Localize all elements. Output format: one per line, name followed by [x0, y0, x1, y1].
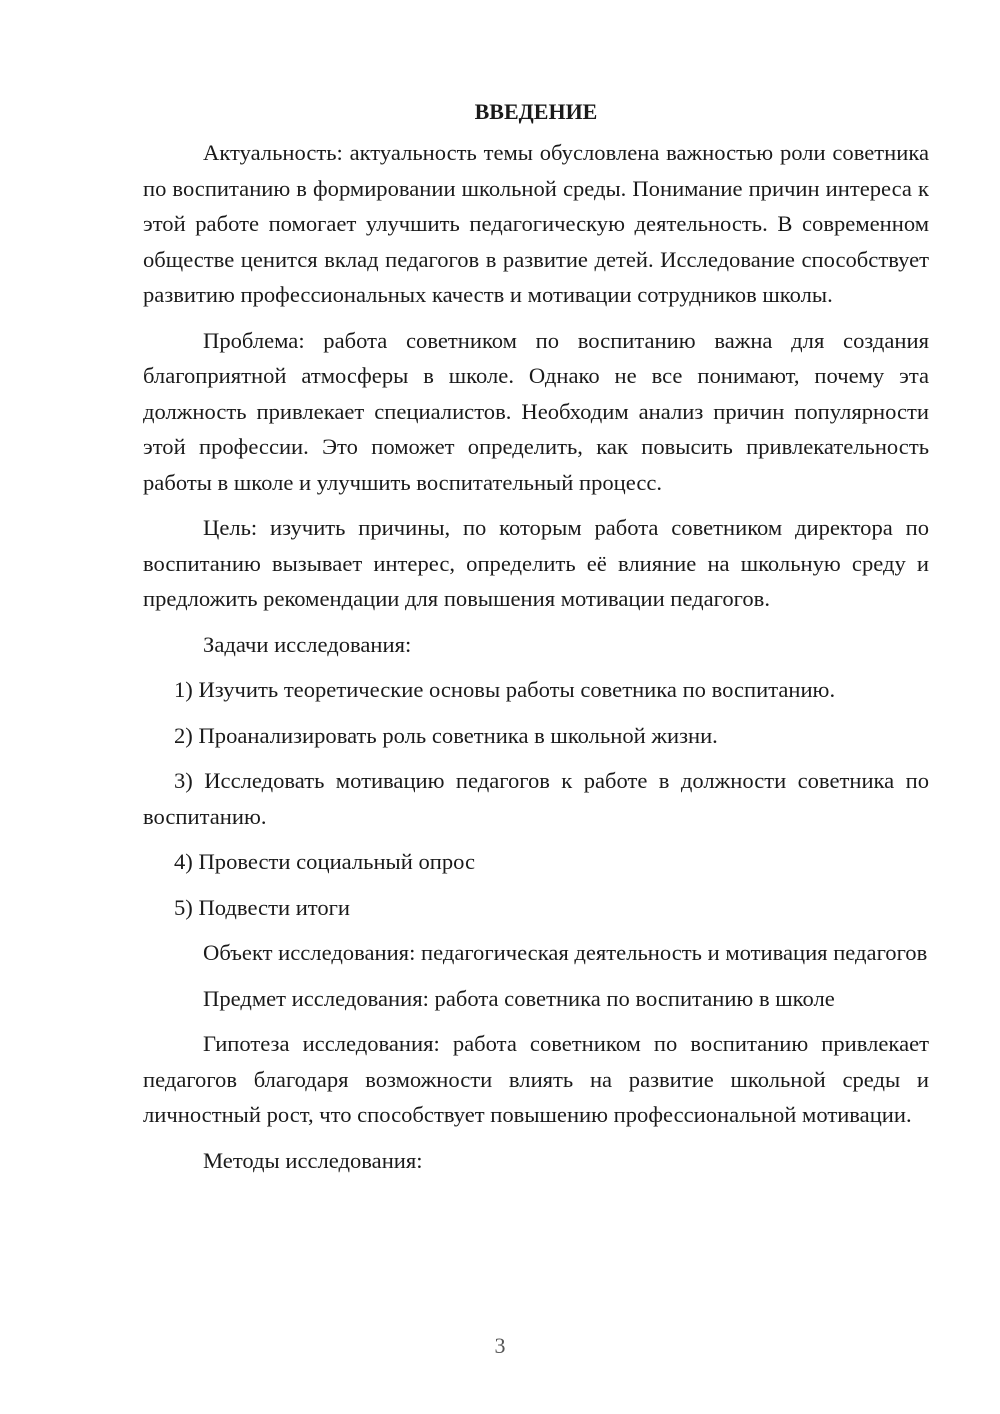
- relevance-paragraph: Актуальность: актуальность темы обусловлена важностью роли советника по воспитанию в формировании школьной среды. Понимание причин интереса к этой работе помогает улучшить педагогическую деятельность. В современном обществе ценится вклад педагогов в развитие детей. Исследование способствует развитию профессиональных качеств и мотивации сотрудников школы.: [143, 140, 929, 307]
- task-item-3: 3) Исследовать мотивацию педагогов к работе в должности советника по воспитанию.: [143, 768, 929, 829]
- goal-paragraph: Цель: изучить причины, по которым работа советником директора по воспитанию вызывает интерес, определить её влияние на школьную среду и предложить рекомендации для повышения мотивации педагогов.: [143, 515, 929, 611]
- task-item-4: 4) Провести социальный опрос: [174, 849, 476, 874]
- methods-heading: Методы исследования:: [203, 1147, 423, 1173]
- tasks-heading: Задачи исследования:: [203, 631, 412, 657]
- page-content: [143, 94, 929, 1188]
- problem-paragraph: Проблема: работа советником по воспитанию важна для создания благоприятной атмосферы в школе. Однако не все понимают, почему эта должность привлекает специалистов. Необходим анализ причин популярности этой профессии. Это поможет определить, как повысить привлекательность работы в школе и улучшить воспитательный процесс.: [143, 327, 929, 495]
- hypothesis-paragraph: Гипотеза исследования: работа советником по воспитанию привлекает педагогов благодаря возможности влиять на развитие школьной среды и личностный рост, что способствует повышению профессиональной мотивации.: [143, 1031, 929, 1127]
- page-number: 3: [494, 1333, 506, 1358]
- subject-paragraph: Предмет исследования: работа советника по воспитанию в школе: [203, 985, 835, 1011]
- task-item-2: 2) Проанализировать роль советника в школьной жизни.: [174, 722, 718, 748]
- task-item-1: 1) Изучить теоретические основы работы советника по воспитанию.: [174, 677, 836, 702]
- section-title: ВВЕДЕНИЕ: [474, 99, 598, 124]
- task-item-5: 5) Подвести итоги: [174, 894, 351, 920]
- object-paragraph: Объект исследования: педагогическая деятельность и мотивация педагогов: [203, 940, 928, 965]
